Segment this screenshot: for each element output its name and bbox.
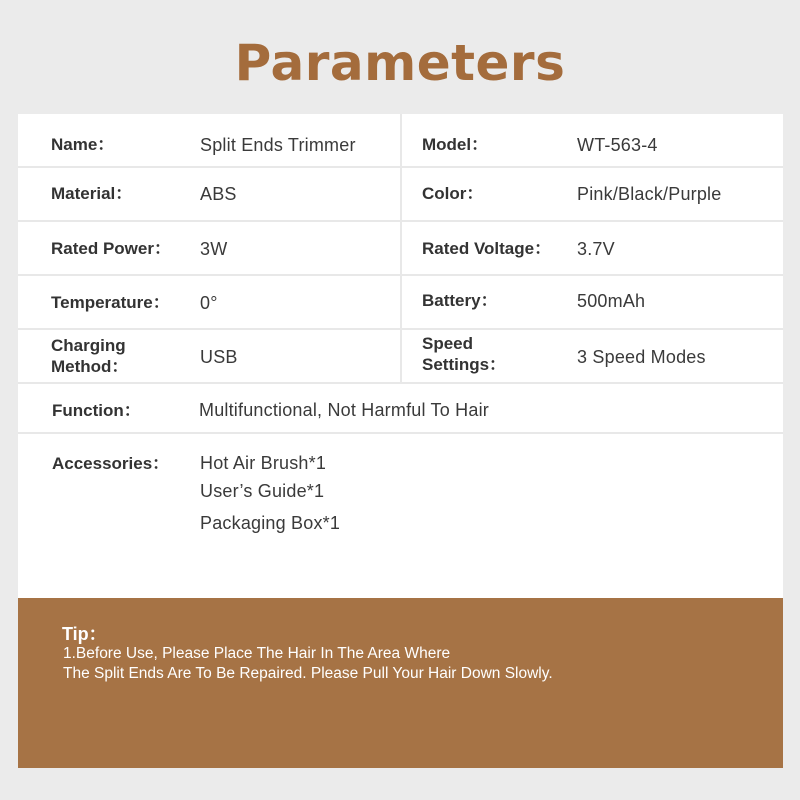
color-value: Pink/Black/Purple — [577, 184, 722, 204]
page-title: Parameters — [234, 34, 566, 92]
temperature-label: Temperature： — [51, 293, 170, 312]
rated-power-label: Rated Power： — [51, 239, 171, 258]
tip-box — [18, 598, 783, 768]
tip-label: Tip： — [62, 624, 107, 644]
table-row — [18, 168, 783, 222]
name-label: Name： — [51, 135, 115, 154]
charging-method-value: USB — [200, 347, 238, 367]
model-value: WT-563-4 — [577, 135, 658, 155]
accessories-label: Accessories： — [52, 454, 170, 473]
accessory-item: Hot Air Brush*1 — [200, 453, 327, 473]
table-row — [18, 222, 783, 276]
rated-power-value: 3W — [200, 239, 228, 259]
material-label: Material： — [51, 184, 133, 203]
table-row — [18, 330, 783, 384]
function-value: Multifunctional, Not Harmful To Hair — [199, 400, 489, 420]
speed-settings-value: 3 Speed Modes — [577, 347, 706, 367]
tip-line: The Split Ends Are To Be Repaired. Please Pull Your Hair Down Slowly. — [63, 665, 553, 682]
table-row — [18, 434, 783, 598]
battery-label: Battery： — [422, 291, 498, 310]
charging-method-label-line1: Charging — [51, 336, 126, 355]
temperature-value: 0° — [200, 293, 218, 313]
parameters-table — [18, 114, 783, 598]
model-label: Model： — [422, 135, 489, 154]
tip-line: 1.Before Use, Please Place The Hair In The Area Where — [63, 645, 451, 662]
material-value: ABS — [200, 184, 237, 204]
battery-value: 500mAh — [577, 291, 646, 311]
color-label: Color： — [422, 184, 484, 203]
speed-settings-label-line2: Settings： — [422, 355, 507, 374]
speed-settings-label-line1: Speed — [422, 334, 474, 353]
table-row — [18, 114, 783, 168]
table-row — [18, 384, 783, 434]
rated-voltage-value: 3.7V — [577, 239, 615, 259]
function-label: Function： — [52, 401, 141, 420]
charging-method-label-line2: Method： — [51, 357, 129, 376]
rated-voltage-label: Rated Voltage： — [422, 239, 552, 258]
name-value: Split Ends Trimmer — [200, 135, 356, 155]
accessory-item: Packaging Box*1 — [200, 513, 341, 533]
tip-text — [63, 644, 763, 684]
table-row — [18, 276, 783, 330]
accessory-item: User’s Guide*1 — [200, 481, 325, 501]
